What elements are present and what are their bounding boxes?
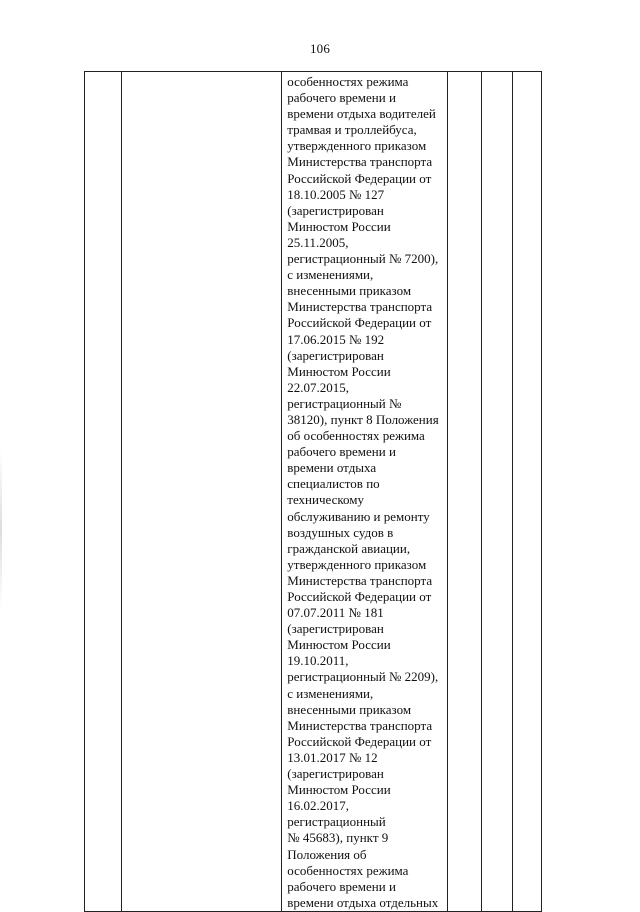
table-cell-answer-na: [512, 72, 541, 912]
page-number: 106: [309, 41, 331, 56]
table-cell-answer-no: [481, 72, 512, 912]
table-cell-number: [85, 72, 122, 912]
table-row: [85, 72, 542, 912]
scan-edge-shadow: [0, 450, 2, 610]
document-table: [84, 71, 542, 912]
table-cell-requirement: [122, 72, 282, 912]
table-cell-answer-yes: [448, 72, 481, 912]
table-cell-legal-reference: особенностях режима рабочего времени и времени отдыха водителей трамвая и троллейбуса, утвержденного приказом Министерства транспорта Российской Федерации от 18.10.2005 № 127 (зарегистрирован Минюстом России 25.11.2005, регистрационный № 7200), с изменениями, внесенными приказом Министерства транспорта Российской Федерации от 17.06.2015 № 192 (зарегистрирован Минюстом России 22.07.2015, регистрационный № 38120), пункт 8 Положения об особенностях режима рабочего времени и времени отдыха специалистов по техническому обслуживанию и ремонту воздушных судов в гражданской авиации, утвержденного приказом Министерства транспорта Российской Федерации от 07.07.2011 № 181 (зарегистрирован Минюстом России 19.10.2011, регистрационный № 2209), с изменениями, внесенными приказом Министерства транспорта Российской Федерации от 13.01.2017 № 12 (зарегистрирован Минюстом России 16.02.2017, регистрационный № 45683), пункт 9 Положения об особенностях режима рабочего времени и времени отдыха отдельных: [282, 72, 448, 912]
